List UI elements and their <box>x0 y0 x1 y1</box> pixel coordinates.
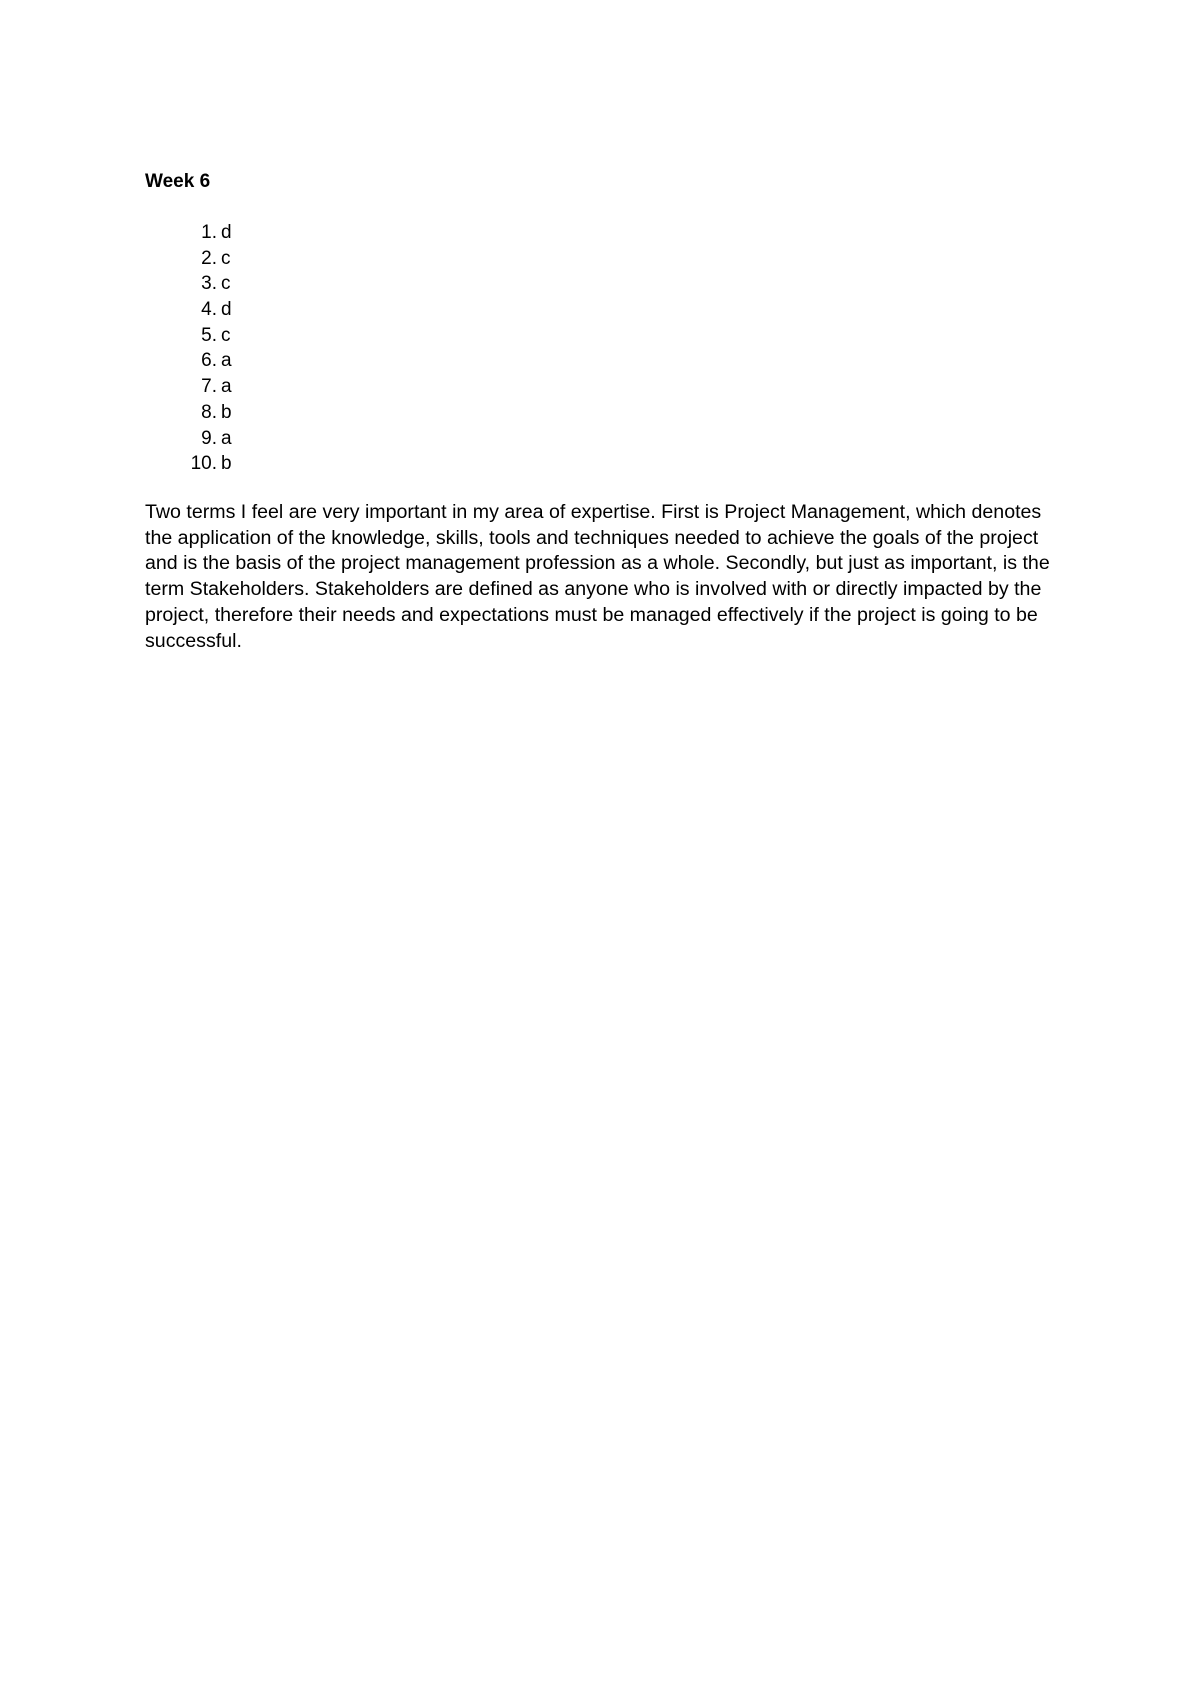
list-item-answer: d <box>221 299 232 321</box>
list-item-number: 1. <box>201 222 217 243</box>
list-item-answer: b <box>221 453 232 475</box>
list-item <box>145 348 232 374</box>
list-item-answer: c <box>221 273 231 295</box>
list-item-answer: a <box>221 376 232 398</box>
list-item-answer: d <box>221 222 232 243</box>
list-item <box>145 271 232 297</box>
list-item-number: 6. <box>201 350 217 372</box>
list-item-number: 9. <box>201 427 217 449</box>
list-item-number: 5. <box>201 324 217 346</box>
list-item <box>145 451 232 477</box>
list-item-number: 3. <box>201 273 217 295</box>
list-item-answer: c <box>221 247 231 269</box>
list-item <box>145 246 232 272</box>
list-item-answer: a <box>221 427 232 449</box>
list-item-number: 8. <box>201 401 217 423</box>
list-item <box>145 374 232 400</box>
answer-list <box>145 220 232 477</box>
list-item <box>145 220 232 246</box>
page-title: Week 6 <box>145 171 211 192</box>
list-item-number: 2. <box>201 247 217 269</box>
body-paragraph: Two terms I feel are very important in my area of expertise. First is Project Management, which denotes the application of the knowledge, skills, tools and techniques needed to achieve the goals of the project and is the basis of the project management profession as a whole. Secondly, but just as important, is the term Stakeholders. Stakeholders are defined as anyone who is involved with or directly impacted by the project, therefore their needs and expectations must be managed effectively if the project is going to be successful. <box>145 501 1050 652</box>
list-item-answer: b <box>221 401 232 423</box>
list-item <box>145 426 232 452</box>
list-item-number: 7. <box>201 376 217 398</box>
list-item-number: 10. <box>190 453 217 475</box>
list-item-answer: c <box>221 324 231 346</box>
list-item <box>145 400 232 426</box>
list-item-answer: a <box>221 350 232 372</box>
list-item-number: 4. <box>201 299 217 321</box>
list-item <box>145 297 232 323</box>
list-item <box>145 323 232 349</box>
